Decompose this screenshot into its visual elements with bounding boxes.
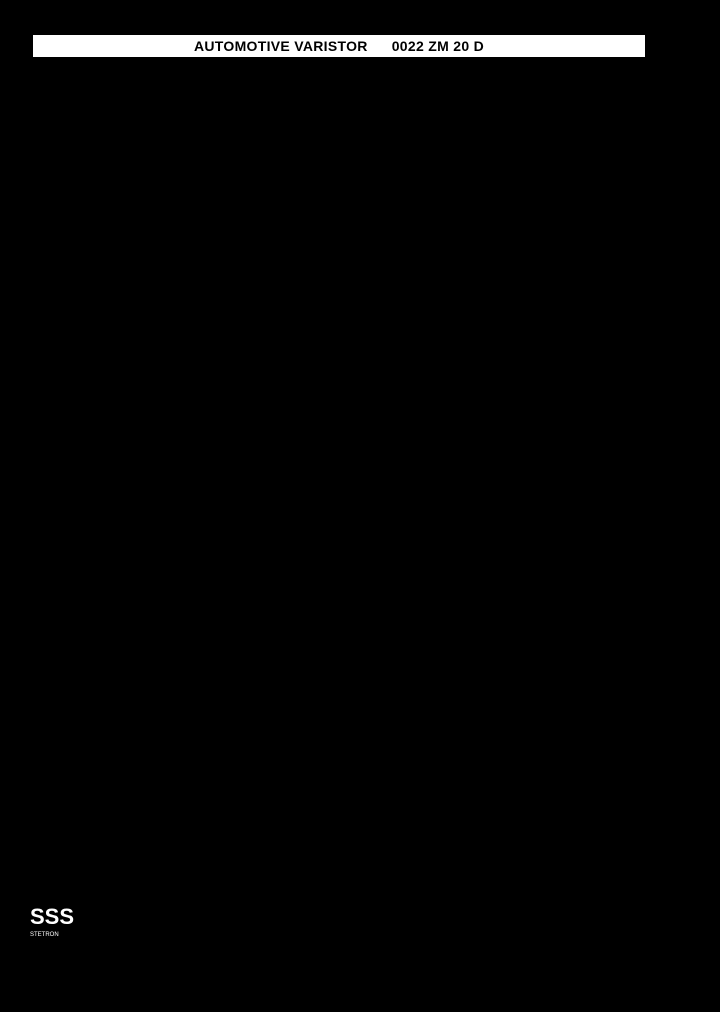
svg-text:STETRON: STETRON <box>30 932 59 938</box>
electrical-heading: ELECTRICAL CHARACTERISTICS <box>30 266 305 285</box>
pulse-chart-title: PULSE RATINGS <box>486 356 552 365</box>
pulse-chart <box>350 376 655 562</box>
body-marking: 22V~200 <box>210 732 243 741</box>
x-tick-label: 10² <box>592 283 603 290</box>
x-tick-label: 10⁴ <box>644 803 656 810</box>
x-tick-label: 10⁻⁵ <box>407 283 422 290</box>
rating-param: Operating Temperature <box>39 561 248 577</box>
curve <box>388 723 650 785</box>
x-tick-label: 10⁶ <box>644 539 656 546</box>
curve <box>388 673 650 735</box>
application-item: • Audio/Transceiver Circuits <box>30 191 350 204</box>
y-axis-label: Peak Current Rating as Percentage of Single Pulse (8 x 20 µs) Value <box>357 613 364 827</box>
legend-row <box>30 827 159 841</box>
page-number: 22 <box>332 928 344 939</box>
electrical-value: 43V AT 20A <box>248 330 345 356</box>
legend-text: 1.0 Soldered Copper Wire <box>45 802 159 827</box>
y-tick-label: 10⁻¹ <box>370 796 384 803</box>
rating-value: 2000 A <box>248 535 345 561</box>
electrical-param: Temperature Coefficient <box>34 356 248 372</box>
stetron-logo-icon <box>28 898 75 938</box>
y-tick-label: 10⁰ <box>373 126 384 133</box>
x-tick-label: 10⁻³ <box>459 283 474 290</box>
legend-row <box>30 802 159 827</box>
impulse-chart-title: PEAK CURRENT PER PULSE VS IMPULSE WIDTH (t µs) <box>413 630 625 639</box>
barcode-value: 8651450 0000277 T38 <box>100 944 227 956</box>
vi-chart-title: V - I CHARACTERISTICS <box>472 114 566 123</box>
x-tick-label: 10³ <box>618 283 629 290</box>
rating-row <box>39 576 345 592</box>
applications-heading: APPLICATIONS <box>30 108 156 127</box>
x-tick-label: 20 <box>384 803 392 810</box>
applications-list <box>30 138 350 244</box>
x-tick-label: 10⁵ <box>600 539 612 546</box>
document-title: AUTOMOTIVE VARISTOR <box>193 38 368 54</box>
electrical-param: Max. Clamping Voltage (Test Current Wave 8 X 20 µs) <box>34 330 248 356</box>
application-item: • Solenoid Driver Circuits <box>30 138 350 151</box>
x-tick-label: 10⁻² <box>485 283 500 290</box>
y-axis-label: Peak Current per Pulse (Amps) <box>357 409 364 507</box>
rating-param: Peak Pulse Current (Surge Current Wave 8 X 20 µs) 1 Time @ 25 ± 2°C <box>39 535 248 561</box>
legend-number: 2 <box>30 802 45 827</box>
x-tick-label: 10³ <box>557 803 568 810</box>
x-tick-label: 10¹ <box>566 283 577 290</box>
company-name: Stetron International Inc. <box>72 900 296 921</box>
pulse-chart-subtitle: (8 x 20 µs Wave form) <box>479 368 559 377</box>
svg-text:①: ① <box>179 737 188 747</box>
x-tick-label: 10² <box>470 803 481 810</box>
application-item: • Sensor/Detection Circuit Systems <box>30 178 350 191</box>
x-axis-label: Impulse Width (µs) <box>489 813 549 820</box>
outline-drawing <box>165 665 335 860</box>
curve <box>388 686 650 748</box>
document-title-bar <box>32 34 646 58</box>
curve <box>388 173 650 218</box>
electrical-row <box>34 315 345 331</box>
side-view <box>277 695 291 755</box>
electrical-value: 0.05% / °C Max. <box>248 356 345 372</box>
rating-row <box>39 449 345 465</box>
barcode-text <box>82 944 245 956</box>
application-item: • Logic Integrated Circuits with Power Transistor Buffers <box>30 151 350 164</box>
legend-row <box>30 777 159 802</box>
rating-param: Moisture Resistance <box>39 592 248 620</box>
y-axis-label: Voltage (V) <box>357 185 364 221</box>
electrical-row <box>34 356 345 372</box>
x-tick-label: 10⁻⁶ <box>380 283 396 290</box>
x-axis-label: Number of Repetition (Time) <box>474 549 564 556</box>
y-tick-label: 10² <box>373 640 384 647</box>
y-tick-label: 10² <box>373 481 384 489</box>
rating-value: -40 ~ +125°C <box>248 561 345 577</box>
electrical-row <box>34 330 345 356</box>
application-item: • Ignition Circuit Output Transistors <box>30 164 350 177</box>
rating-value: 85°C @ 85% RH for 168 hrs. <box>248 592 345 620</box>
outline-legend <box>29 776 159 841</box>
electrical-param: Varistor Voltage @ dc 1mA <box>34 315 248 331</box>
y-tick-label: 10⁴ <box>373 380 384 387</box>
x-tick-label: 10² <box>470 539 481 546</box>
application-item: • Cellular Telecommunication Circuits <box>30 204 350 217</box>
y-tick-label: 10² <box>373 201 384 208</box>
rating-param: Energy (Impulse Duration of 30 ms Decay time to one-half of Peak Current Value) 10 Times @ 30 sec. Interval @ 25 ± 2°C <box>39 490 248 536</box>
svg-text:③: ③ <box>269 717 278 727</box>
y-tick-label: 10⁰ <box>373 744 384 751</box>
electrical-param: Typical Capacitance (1KHz) <box>34 371 248 387</box>
rating-row <box>39 535 345 561</box>
rating-param: Storage Temperature <box>39 576 248 592</box>
electrical-value: 23000pF <box>248 371 345 387</box>
dimension-label: 27.0 <box>217 670 233 679</box>
vi-chart <box>350 124 655 306</box>
y-tick-label: 10³ <box>373 430 384 438</box>
svg-text:SSS: SSS <box>30 904 75 929</box>
outline-heading: OUTLINE DIMENSIONS <box>30 673 138 710</box>
x-axis-label: Current (A) <box>501 293 537 300</box>
curve <box>388 711 650 773</box>
rating-value: -40 ~ +150°C <box>248 576 345 592</box>
rating-row <box>39 592 345 620</box>
svg-text:②: ② <box>283 767 292 777</box>
application-item: • Protection From 24V Jump Start Cycle and Load Dump Transients. <box>30 217 350 243</box>
x-tick-label: 10⁻⁴ <box>433 283 448 290</box>
legend-number: 3 <box>30 827 45 841</box>
rating-value: 100 J <box>248 490 345 536</box>
x-tick-label: 10⁴ <box>644 283 656 290</box>
y-tick-label: 10¹ <box>373 532 384 539</box>
outline-part: 0022ZM20D <box>30 714 97 728</box>
ratings-heading: MAX. RATINGS <box>30 418 124 433</box>
rating-param: Non-continuous dc Voltage (5 Min. Max. @ 25 ± 2°C) <box>39 464 248 490</box>
electrical-value: 22V ± 10% <box>248 315 345 331</box>
electrical-row <box>34 371 345 387</box>
rating-row <box>39 561 345 577</box>
x-tick-label: 10⁴ <box>557 539 569 546</box>
legend-text: Non-Flammable Epoxy Resin, Green <box>45 777 159 802</box>
rating-value: 24V <box>248 464 345 490</box>
rating-row <box>39 490 345 536</box>
electrical-subheading: @ 25°C <box>30 286 90 305</box>
electrical-table <box>33 314 345 387</box>
x-tick-label: 10³ <box>513 539 525 546</box>
x-tick-label: 10¹ <box>426 539 437 546</box>
curve <box>388 698 650 760</box>
x-tick-label: 10⁰ <box>539 283 551 290</box>
rating-param: Continuous dc Voltage <box>39 449 248 465</box>
curve <box>388 650 650 708</box>
y-tick-label: 10¹ <box>373 276 384 283</box>
x-tick-label: 10⁻¹ <box>512 283 526 290</box>
part-number: 0022 ZM 20 D <box>391 38 485 54</box>
ratings-table <box>38 448 345 620</box>
rating-value: 16V <box>248 449 345 465</box>
x-tick-label: 10⁰ <box>382 539 394 546</box>
y-tick-label: 10¹ <box>373 692 384 699</box>
legend-text: Date Code <box>45 827 159 841</box>
legend-number: 1 <box>30 777 45 802</box>
rating-row <box>39 464 345 490</box>
